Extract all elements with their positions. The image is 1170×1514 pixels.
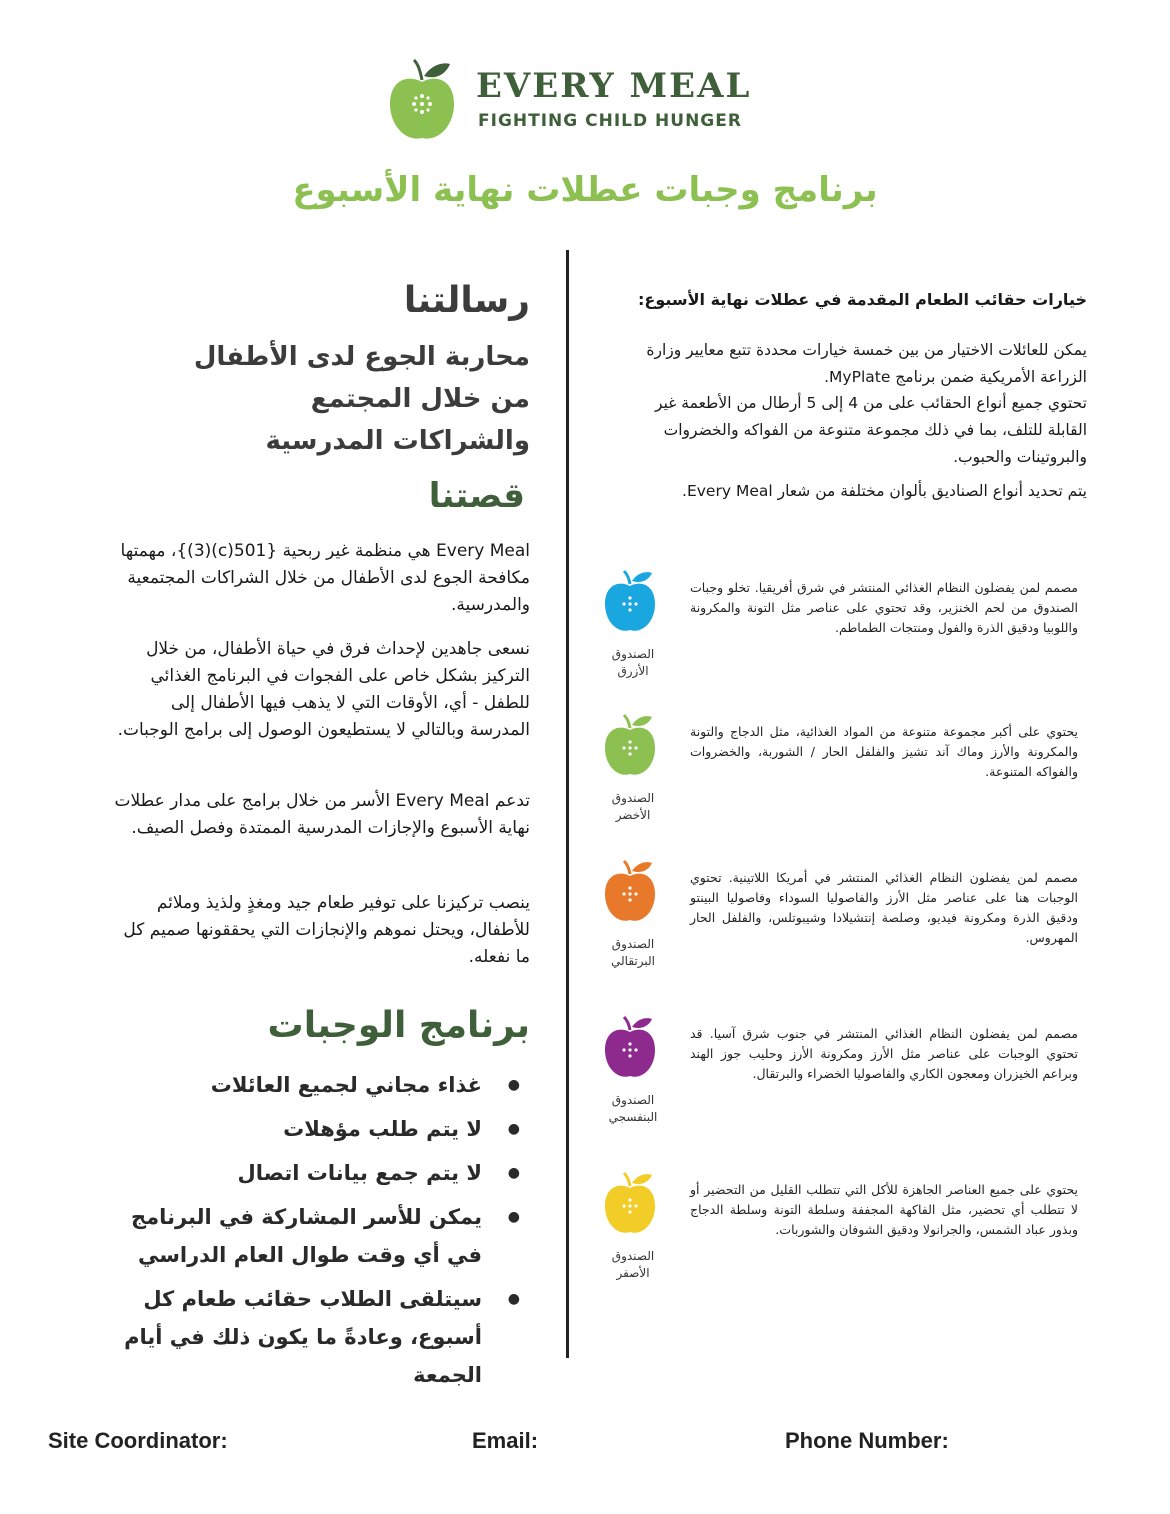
phone-number-label: Phone Number: bbox=[785, 1428, 949, 1453]
program-heading: برنامج الوجبات bbox=[267, 1005, 530, 1046]
story-paragraph: Every Meal هي منظمة غير ربحية {501(c)(3)}، مهمتها مكافحة الجوع لدى الأطفال من خلال الشراكات المجتمعية والمدرسية. bbox=[120, 541, 530, 615]
bag-options-paragraph: يتم تحديد أنواع الصناديق بألوان مختلفة من شعار Every Meal. bbox=[682, 482, 1087, 500]
brand-subtitle: FIGHTING CHILD HUNGER bbox=[478, 111, 742, 131]
column-divider bbox=[566, 250, 569, 1358]
box-label: الصندوق البنفسجي bbox=[608, 1093, 658, 1124]
box-description: مصمم لمن يفضلون النظام الغذائي المنتشر في أمريكا اللاتينية. تحتوي الوجبات هنا على عناصر مثل الأرز والفاصوليا السوداء وفاصوليا البينتو ودقيق الذرة ومكرونة فيديو، وصلصة إنتشيلادا وشيبوتلس، والفلفل الحار المهروس. bbox=[690, 870, 1078, 945]
food-box-entry bbox=[598, 858, 1078, 978]
list-item: ● لا يتم طلب مؤهلات bbox=[120, 1110, 530, 1148]
box-description: يحتوي على جميع العناصر الجاهزة للأكل التي تتطلب القليل من التحضير أو لا تتطلب أي تحضير، مثل الفاكهة المجففة وسلطة التونة وسلطة الدجاج وبذور عباد الشمس، والجرانولا ودقيق الشوفان والشوربات. bbox=[690, 1182, 1078, 1237]
box-label: الصندوق الأزرق bbox=[611, 647, 655, 678]
mission-line: محاربة الجوع لدى الأطفال bbox=[193, 342, 530, 372]
page-title: برنامج وجبات عطلات نهاية الأسبوع bbox=[292, 170, 878, 210]
box-description: مصمم لمن يفضلون النظام الغذائي المنتشر في شرق أفريقيا. تخلو وجبات الصندوق من لحم الخنزير، وقد تحتوي على عناصر مثل التونة والمكرونة واللوبيا ودقيق الذرة والفول ومنتجات الطماطم. bbox=[690, 580, 1078, 635]
food-box-entry bbox=[598, 712, 1078, 832]
apple-icon bbox=[604, 1014, 656, 1080]
bag-options-paragraph: يمكن للعائلات الاختيار من بين خمسة خيارات محددة تتبع معايير وزارة الزراعة الأمريكية ضمن برنامج MyPlate. bbox=[646, 341, 1087, 386]
mission-statement bbox=[110, 336, 530, 462]
food-box-entry bbox=[598, 568, 1078, 688]
story-paragraph: نسعى جاهدين لإحداث فرق في حياة الأطفال، من خلال التركيز بشكل خاص على الفجوات في البرنامج الغذائي للطفل - أي، الأوقات التي لا يذهب فيها الأطفال إلى المدرسة وبالتالي لا يستطيعون الوصول إلى برامج الوجبات. bbox=[117, 639, 530, 740]
mission-heading: رسالتنا bbox=[403, 280, 530, 321]
story-paragraph: ينصب تركيزنا على توفير طعام جيد ومغذٍ ولذيذ وملائم للأطفال، ويحتل نموهم والإنجازات التي يحققونها صميم كل ما نفعله. bbox=[123, 893, 530, 967]
story-heading: قصتنا bbox=[428, 476, 525, 516]
mission-line: من خلال المجتمع bbox=[310, 384, 530, 414]
email-label: Email: bbox=[472, 1428, 539, 1453]
story-paragraph: تدعم Every Meal الأسر من خلال برامج على مدار عطلات نهاية الأسبوع والإجازات المدرسية الممتدة وفصل الصيف. bbox=[114, 791, 530, 838]
brand-title: EVERY MEAL bbox=[476, 66, 752, 106]
mission-line: والشراكات المدرسية bbox=[265, 426, 530, 456]
box-description: يحتوي على أكبر مجموعة متنوعة من المواد الغذائية، مثل الدجاج والتونة والمكرونة والأرز وماك آند تشيز والفلفل الحار / الشوربة، والخضروات والفواكه المتنوعة. bbox=[690, 724, 1078, 779]
box-description: مصمم لمن يفضلون النظام الغذائي المنتشر في جنوب شرق آسيا. قد تحتوي الوجبات على عناصر مثل الأرز ومكرونة الأرز وحليب جوز الهند وبراعم الخيزران ومعجون الكاري والفاصوليا الخضراء والبرتقال. bbox=[690, 1026, 1078, 1081]
apple-icon bbox=[604, 1170, 656, 1236]
bag-options-heading: خيارات حقائب الطعام المقدمة في عطلات نهاية الأسبوع: bbox=[638, 290, 1087, 309]
list-item: ● يمكن للأسر المشاركة في البرنامج في أي وقت طوال العام الدراسي bbox=[120, 1198, 530, 1274]
apple-icon bbox=[604, 712, 656, 778]
bag-options-paragraph: تحتوي جميع أنواع الحقائب على من 4 إلى 5 أرطال من الأطعمة غير القابلة للتلف، بما في ذلك مجموعة متنوعة من الفواكه والخضروات والبروتينات والحبوب. bbox=[655, 394, 1087, 466]
list-item: ● غذاء مجاني لجميع العائلات bbox=[120, 1066, 530, 1104]
apple-logo-icon bbox=[388, 58, 456, 142]
apple-icon bbox=[604, 858, 656, 924]
every-meal-logo bbox=[388, 58, 788, 148]
box-label: الصندوق البرتقالي bbox=[611, 937, 655, 968]
list-item: ● لا يتم جمع بيانات اتصال bbox=[120, 1154, 530, 1192]
box-label: الصندوق الأصفر bbox=[611, 1249, 655, 1280]
apple-icon bbox=[604, 568, 656, 634]
food-box-entry bbox=[598, 1170, 1078, 1290]
list-item: ● سيتلقى الطلاب حقائب طعام كل أسبوع، وعادةً ما يكون ذلك في أيام الجمعة bbox=[120, 1280, 530, 1394]
program-bullet-list bbox=[120, 1066, 530, 1400]
box-label: الصندوق الأخضر bbox=[611, 791, 655, 822]
site-coordinator-label: Site Coordinator: bbox=[48, 1428, 228, 1453]
food-box-entry bbox=[598, 1014, 1078, 1134]
